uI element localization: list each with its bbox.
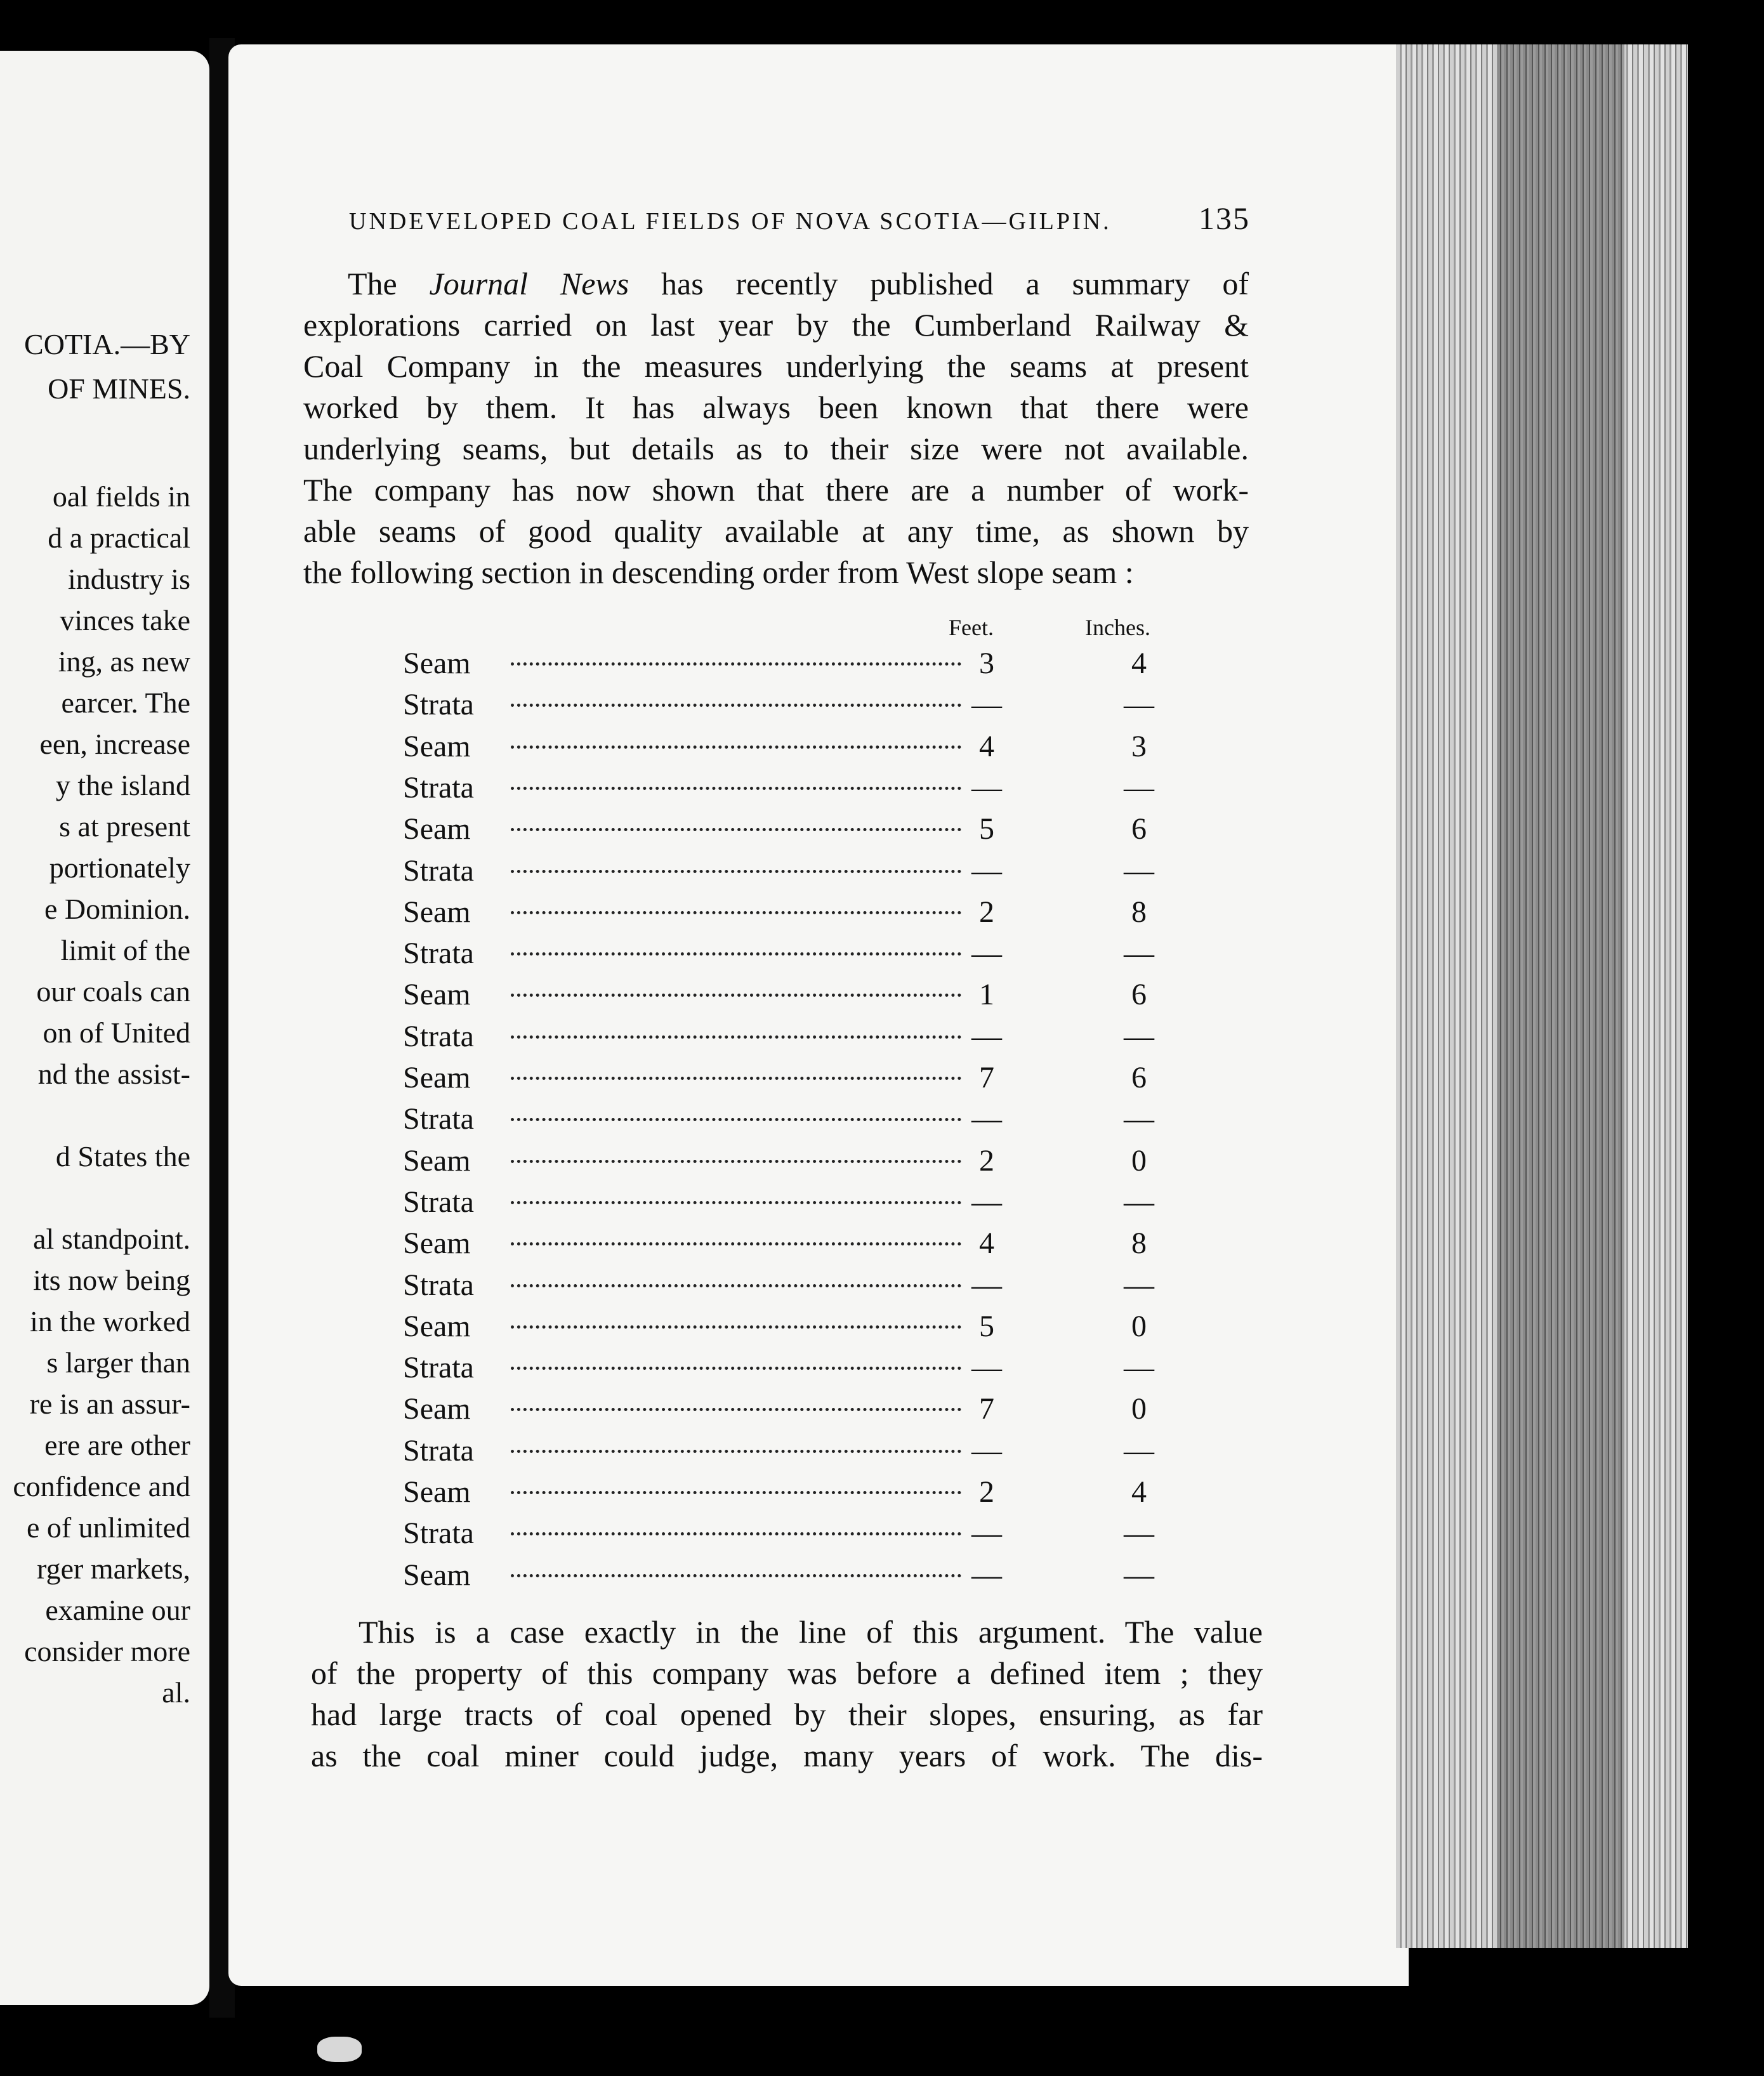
table-row [403, 1101, 1177, 1140]
running-header [349, 200, 1250, 237]
leader-dots [511, 1242, 961, 1245]
left-facing-page [0, 51, 209, 2005]
feet-cell: — [971, 1516, 1002, 1550]
row-label: Seam [403, 1392, 471, 1426]
table-row [403, 936, 1177, 974]
inches-cell: 4 [1131, 1475, 1147, 1509]
leader-dots [511, 1118, 961, 1121]
left-page-line: our coals can [36, 975, 190, 1008]
leader-dots [511, 1574, 961, 1577]
left-page-line: d a practical [48, 522, 190, 554]
leader-dots [511, 1450, 961, 1453]
paragraph-1-line: The company has now shown that there are a number of work- [303, 472, 1249, 508]
table-row [403, 1019, 1177, 1057]
leader-dots [511, 870, 961, 873]
feet-cell: — [971, 1558, 1002, 1592]
inches-cell: 0 [1131, 1144, 1147, 1178]
inches-cell: 3 [1131, 730, 1147, 763]
paragraph-1-line: Coal Company in the measures underlying the seams at present [303, 348, 1249, 384]
lead-text: The [348, 266, 430, 301]
row-label: Strata [403, 1185, 474, 1219]
left-page-line: examine our [45, 1594, 190, 1626]
left-page-line: een, increase [39, 728, 190, 760]
feet-cell: 7 [979, 1392, 994, 1426]
leader-dots [511, 787, 961, 790]
left-page-line: ere are other [44, 1429, 190, 1461]
inches-cell: — [1124, 1020, 1154, 1053]
left-page-line: rger markets, [37, 1553, 190, 1585]
row-label: Seam [403, 647, 471, 680]
row-label: Strata [403, 1516, 474, 1550]
row-label: Strata [403, 771, 474, 805]
left-page-line: ing, as new [58, 645, 190, 678]
row-label: Strata [403, 688, 474, 721]
feet-cell: — [971, 1351, 1002, 1384]
feet-cell: — [971, 854, 1002, 888]
leader-dots [511, 1077, 961, 1080]
inches-cell: — [1124, 1185, 1154, 1219]
left-page-line: OF MINES. [48, 372, 190, 405]
table-row [403, 1391, 1177, 1429]
leader-dots [511, 911, 961, 914]
inches-cell: 6 [1131, 1061, 1147, 1094]
inches-cell: — [1124, 688, 1154, 721]
paper-stain [317, 2037, 362, 2062]
inches-cell: 8 [1131, 895, 1147, 929]
leader-dots [511, 1284, 961, 1287]
feet-cell: 1 [979, 978, 994, 1011]
feet-cell: — [971, 1185, 1002, 1219]
leader-dots [511, 1201, 961, 1204]
paragraph-2-line: had large tracts of coal opened by their slopes, ensuring, as far [311, 1697, 1263, 1732]
left-page-line: e of unlimited [26, 1511, 190, 1544]
inches-cell: 6 [1131, 978, 1147, 1011]
left-page-line: s larger than [46, 1346, 190, 1379]
feet-cell: — [971, 688, 1002, 721]
left-page-line: on of United [43, 1016, 190, 1049]
table-row [403, 977, 1177, 1015]
row-label: Seam [403, 1310, 471, 1343]
inches-cell: 0 [1131, 1310, 1147, 1343]
leader-dots [511, 1367, 961, 1370]
leader-dots [511, 994, 961, 997]
inches-cell: — [1124, 1102, 1154, 1136]
feet-cell: 7 [979, 1061, 994, 1094]
table-row [403, 1268, 1177, 1306]
inches-cell: — [1124, 771, 1154, 805]
leader-dots [511, 746, 961, 749]
column-header-feet: Feet. [949, 615, 994, 640]
row-label: Strata [403, 936, 474, 970]
left-page-line: s at present [59, 810, 190, 843]
table-row [403, 1060, 1177, 1098]
paragraph-1-line: able seams of good quality available at any time, as shown by [303, 513, 1249, 549]
inches-cell: 0 [1131, 1392, 1147, 1426]
feet-cell: 2 [979, 1475, 994, 1509]
inches-cell: — [1124, 1516, 1154, 1550]
feet-cell: — [971, 1434, 1002, 1468]
leader-dots [511, 1491, 961, 1494]
page-number: 135 [1199, 200, 1250, 236]
left-page-line: y the island [55, 769, 190, 801]
left-page-line: re is an assur- [29, 1388, 190, 1420]
paragraph-2-line: This is a case exactly in the line of this argument. The value [359, 1614, 1263, 1650]
row-label: Strata [403, 854, 474, 888]
table-row [403, 895, 1177, 933]
table-row [403, 1226, 1177, 1264]
feet-cell: 4 [979, 730, 994, 763]
row-label: Strata [403, 1351, 474, 1384]
table-row [403, 1309, 1177, 1347]
feet-cell: — [971, 1102, 1002, 1136]
column-header-inches: Inches. [1085, 615, 1150, 640]
journal-title: Journal News [429, 266, 629, 301]
row-label: Seam [403, 1144, 471, 1178]
row-label: Strata [403, 1102, 474, 1136]
inches-cell: 8 [1131, 1226, 1147, 1260]
leader-dots [511, 1408, 961, 1411]
left-page-line: confidence and [13, 1470, 190, 1502]
table-row [403, 1185, 1177, 1223]
leader-dots [511, 1532, 961, 1535]
row-label: Seam [403, 1475, 471, 1509]
inches-cell: 6 [1131, 812, 1147, 846]
table-row [403, 811, 1177, 850]
paragraph-1 [303, 263, 1249, 593]
paragraph-1-line: underlying seams, but details as to their size were not available. [303, 431, 1249, 466]
page-edges-shadow [1497, 44, 1624, 1948]
left-page-line: nd the assist- [37, 1058, 190, 1090]
leader-dots [511, 704, 961, 707]
left-page-line: portionately [49, 851, 190, 884]
leader-dots [511, 1035, 961, 1039]
table-row [403, 729, 1177, 767]
table-row [403, 770, 1177, 808]
leader-dots [511, 952, 961, 956]
paragraph-1-line [303, 263, 1249, 305]
table-row [403, 1433, 1177, 1471]
table-row [403, 853, 1177, 891]
left-page-line: limit of the [60, 934, 190, 966]
table-row [403, 1516, 1177, 1554]
inches-cell: — [1124, 854, 1154, 888]
row-label: Strata [403, 1434, 474, 1468]
inches-cell: — [1124, 936, 1154, 970]
inches-cell: — [1124, 1268, 1154, 1302]
paragraph-1-line: explorations carried on last year by the Cumberland Railway & [303, 307, 1249, 343]
line1-rest: has recently published a summary of [629, 266, 1249, 301]
inches-cell: — [1124, 1558, 1154, 1592]
feet-cell: 4 [979, 1226, 994, 1260]
feet-cell: 2 [979, 1144, 994, 1178]
left-page-line: d States the [55, 1140, 190, 1173]
feet-cell: — [971, 1020, 1002, 1053]
row-label: Seam [403, 730, 471, 763]
table-row [403, 1558, 1177, 1596]
left-page-line: industry is [68, 563, 190, 595]
feet-cell: — [971, 1268, 1002, 1302]
leader-dots [511, 1160, 961, 1163]
left-page-line: in the worked [30, 1305, 190, 1337]
left-page-line: consider more [24, 1635, 190, 1667]
row-label: Seam [403, 1226, 471, 1260]
paragraph-1-line: the following section in descending order from West slope seam : [303, 555, 1134, 590]
left-page-line: e Dominion. [44, 893, 190, 925]
left-page-line: earcer. The [61, 687, 190, 719]
inches-cell: — [1124, 1351, 1154, 1384]
row-label: Seam [403, 812, 471, 846]
paragraph-2-line: as the coal miner could judge, many years of work. The dis- [311, 1738, 1263, 1773]
row-label: Seam [403, 978, 471, 1011]
row-label: Seam [403, 895, 471, 929]
left-page-line: al. [162, 1676, 190, 1709]
feet-cell: 5 [979, 1310, 994, 1343]
row-label: Seam [403, 1558, 471, 1592]
leader-dots [511, 828, 961, 831]
feet-cell: 5 [979, 812, 994, 846]
table-row [403, 687, 1177, 725]
row-label: Seam [403, 1061, 471, 1094]
inches-cell: 4 [1131, 647, 1147, 680]
feet-cell: — [971, 771, 1002, 805]
left-page-line: its now being [33, 1264, 190, 1296]
row-label: Strata [403, 1268, 474, 1302]
left-page-line: oal fields in [52, 480, 190, 513]
running-title: UNDEVELOPED COAL FIELDS OF NOVA SCOTIA—GILPIN. [349, 208, 1112, 235]
left-page-line: vinces take [60, 604, 190, 636]
paragraph-2-line: of the property of this company was before a defined item ; they [311, 1655, 1263, 1691]
paragraph-2 [311, 1612, 1263, 1777]
row-label: Strata [403, 1020, 474, 1053]
inches-cell: — [1124, 1434, 1154, 1468]
feet-cell: — [971, 936, 1002, 970]
leader-dots [511, 1325, 961, 1329]
left-page-line: COTIA.—BY [24, 328, 190, 360]
table-row [403, 646, 1177, 684]
feet-cell: 3 [979, 647, 994, 680]
leader-dots [511, 662, 961, 666]
feet-cell: 2 [979, 895, 994, 929]
table-row [403, 1350, 1177, 1388]
table-row [403, 1143, 1177, 1181]
table-row [403, 1475, 1177, 1513]
paragraph-1-line: worked by them. It has always been known that there were [303, 390, 1249, 425]
left-page-line: al standpoint. [33, 1223, 190, 1255]
